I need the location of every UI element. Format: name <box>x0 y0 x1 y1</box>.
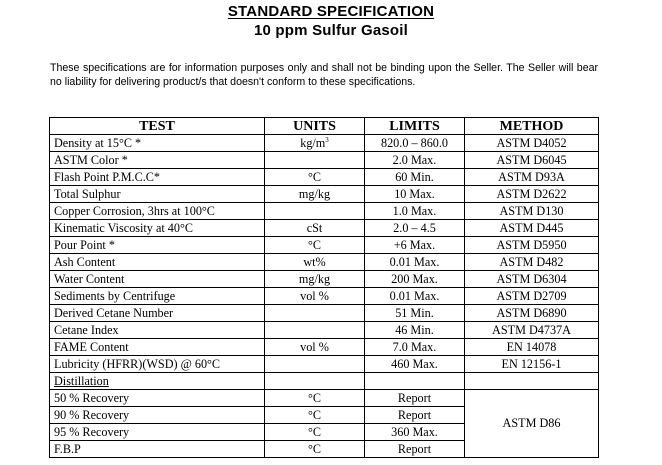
cell-units <box>265 203 365 220</box>
cell-test: 90 % Recovery <box>50 407 265 424</box>
cell-method-distillation: ASTM D86 <box>465 390 599 458</box>
cell-limits: 2.0 Max. <box>365 152 465 169</box>
cell-units <box>265 288 365 305</box>
cell-units <box>265 220 365 237</box>
table-row <box>50 186 599 203</box>
cell-units <box>265 186 365 203</box>
cell-units <box>265 169 365 186</box>
cell-method <box>465 373 599 390</box>
table-row <box>50 203 599 220</box>
table-header-row <box>50 118 599 135</box>
cell-test: Water Content <box>50 271 265 288</box>
cell-units <box>265 373 365 390</box>
cell-units <box>265 135 365 152</box>
cell-method: ASTM D6890 <box>465 305 599 322</box>
cell-units <box>265 339 365 356</box>
page-subtitle: 10 ppm Sulfur Gasoil <box>253 22 409 39</box>
units-text: kg/m <box>300 135 326 150</box>
cell-method: ASTM D6304 <box>465 271 599 288</box>
cell-method: ASTM D445 <box>465 220 599 237</box>
cell-limits <box>365 373 465 390</box>
cell-limits: 0.01 Max. <box>365 288 465 305</box>
cell-units: °C <box>265 390 365 407</box>
cell-method: ASTM D4052 <box>465 135 599 152</box>
table-row <box>50 288 599 305</box>
cell-method: ASTM D6045 <box>465 152 599 169</box>
cell-test: Flash Point P.M.C.C* <box>50 169 265 186</box>
cell-method: ASTM D4737A <box>465 322 599 339</box>
cell-method: ASTM D482 <box>465 254 599 271</box>
cell-limits: 7.0 Max. <box>365 339 465 356</box>
cell-method: ASTM D2622 <box>465 186 599 203</box>
cell-units <box>265 237 365 254</box>
units-text: °C <box>307 237 321 252</box>
cell-test: Copper Corrosion, 3hrs at 100°C <box>50 203 265 220</box>
table-row <box>50 152 599 169</box>
table-row-distillation-label <box>50 373 599 390</box>
cell-test: ASTM Color * <box>50 152 265 169</box>
cell-test: Derived Cetane Number <box>50 305 265 322</box>
cell-limits: Report <box>365 390 465 407</box>
cell-units: °C <box>265 441 365 458</box>
cell-test: Sediments by Centrifuge <box>50 288 265 305</box>
cell-method: ASTM D130 <box>465 203 599 220</box>
table-row <box>50 339 599 356</box>
cell-limits: 460 Max. <box>365 356 465 373</box>
table-row <box>50 169 599 186</box>
cell-limits: 820.0 – 860.0 <box>365 135 465 152</box>
cell-units <box>265 322 365 339</box>
cell-method: ASTM D5950 <box>465 237 599 254</box>
cell-limits: 51 Min. <box>365 305 465 322</box>
cell-limits: 1.0 Max. <box>365 203 465 220</box>
cell-limits: 200 Max. <box>365 271 465 288</box>
units-text: mg/kg <box>298 186 331 201</box>
distillation-heading: Distillation <box>54 373 109 388</box>
cell-limits: 0.01 Max. <box>365 254 465 271</box>
cell-test: 95 % Recovery <box>50 424 265 441</box>
cell-units: °C <box>265 424 365 441</box>
table-row <box>50 254 599 271</box>
specification-table <box>49 117 599 458</box>
units-text: cSt <box>306 220 323 235</box>
column-header-test: TEST <box>50 118 265 135</box>
cell-units <box>265 271 365 288</box>
cell-limits: 60 Min. <box>365 169 465 186</box>
disclaimer-text: These specifications are for information purposes only and shall not be binding upon the Seller. The Seller will bear no liability for delivering product/s that doesn't conform to these specifications. <box>50 62 598 88</box>
units-superscript: 3 <box>325 135 329 144</box>
cell-limits: Report <box>365 441 465 458</box>
cell-units <box>265 254 365 271</box>
cell-method: EN 14078 <box>465 339 599 356</box>
units-text: vol % <box>300 339 329 354</box>
table-row <box>50 237 599 254</box>
cell-units <box>265 356 365 373</box>
cell-test: 50 % Recovery <box>50 390 265 407</box>
table-row <box>50 305 599 322</box>
table-body <box>50 135 599 458</box>
units-text: wt% <box>303 254 326 269</box>
cell-test: Total Sulphur <box>50 186 265 203</box>
cell-test: Cetane Index <box>50 322 265 339</box>
cell-test: Kinematic Viscosity at 40°C <box>50 220 265 237</box>
cell-test: Pour Point * <box>50 237 265 254</box>
table-row <box>50 322 599 339</box>
table-row <box>50 135 599 152</box>
column-header-limits: LIMITS <box>365 118 465 135</box>
cell-distillation-label <box>50 373 265 390</box>
cell-limits: 10 Max. <box>365 186 465 203</box>
table-row <box>50 220 599 237</box>
cell-limits: Report <box>365 407 465 424</box>
cell-method: EN 12156-1 <box>465 356 599 373</box>
table-row <box>50 271 599 288</box>
cell-test: Ash Content <box>50 254 265 271</box>
cell-limits: 360 Max. <box>365 424 465 441</box>
cell-units <box>265 152 365 169</box>
column-header-units: UNITS <box>265 118 365 135</box>
cell-limits: +6 Max. <box>365 237 465 254</box>
page-title: STANDARD SPECIFICATION <box>227 3 435 20</box>
cell-method: ASTM D2709 <box>465 288 599 305</box>
units-text: vol % <box>300 288 329 303</box>
cell-test: FAME Content <box>50 339 265 356</box>
cell-test: Lubricity (HFRR)(WSD) @ 60°C <box>50 356 265 373</box>
cell-units <box>265 305 365 322</box>
cell-units: °C <box>265 407 365 424</box>
units-text: °C <box>307 169 321 184</box>
units-text: mg/kg <box>298 271 331 286</box>
column-header-method: METHOD <box>465 118 599 135</box>
cell-limits: 2.0 – 4.5 <box>365 220 465 237</box>
cell-limits: 46 Min. <box>365 322 465 339</box>
table-row <box>50 356 599 373</box>
cell-test: Density at 15°C * <box>50 135 265 152</box>
cell-test: F.B.P <box>50 441 265 458</box>
cell-method: ASTM D93A <box>465 169 599 186</box>
table-row <box>50 390 599 407</box>
